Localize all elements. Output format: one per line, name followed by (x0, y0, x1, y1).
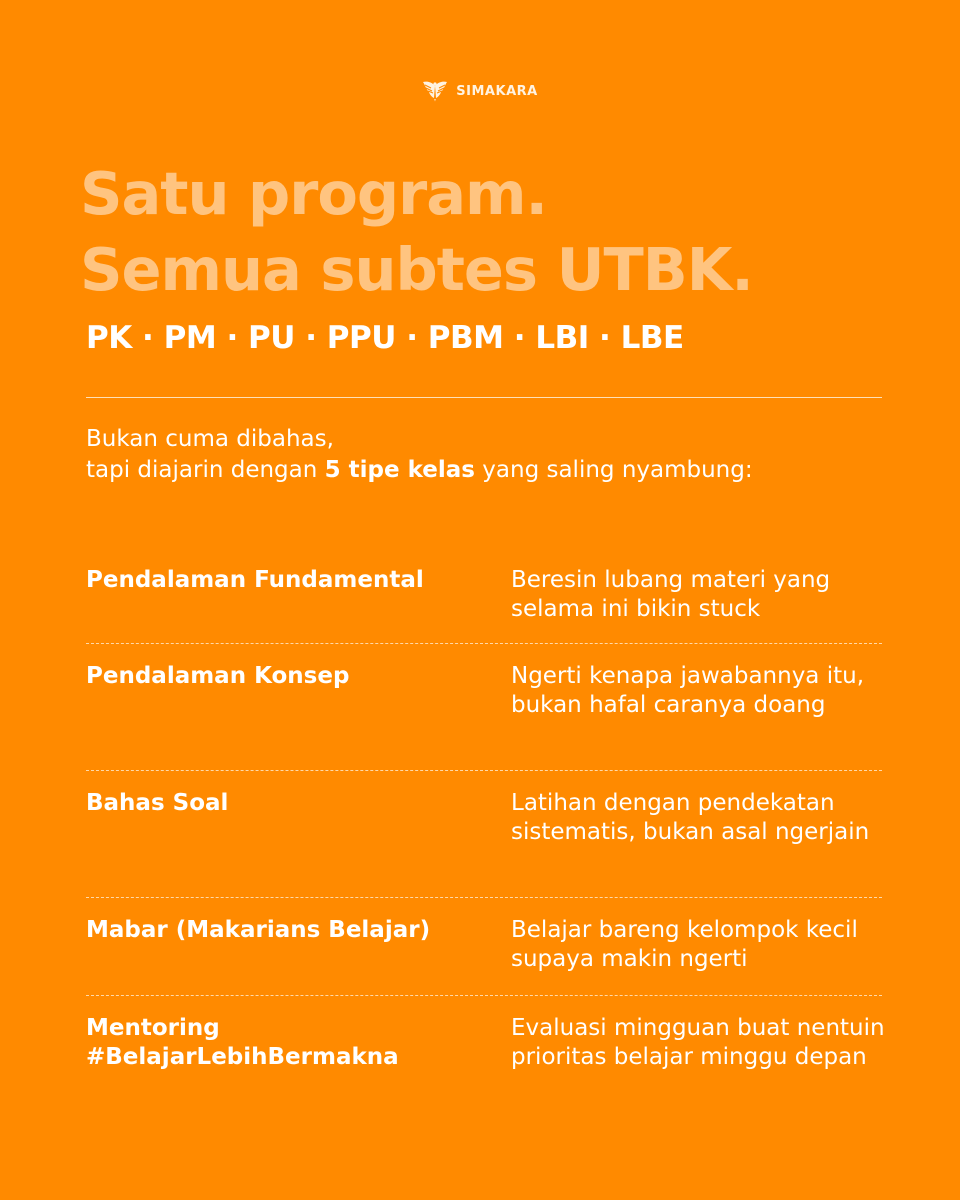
class-description: Beresin lubang materi yang selama ini bikin stuck (511, 567, 831, 622)
class-row (86, 644, 882, 771)
brand-logo (0, 80, 960, 102)
class-title: Pendalaman Konsep (86, 663, 350, 689)
headline (80, 156, 753, 308)
class-type-list (86, 548, 885, 1121)
class-title: Pendalaman Fundamental (86, 567, 424, 593)
headline-line-1: Satu program. (80, 159, 547, 228)
class-row (86, 771, 882, 898)
class-description: Evaluasi mingguan buat nentuin prioritas belajar minggu depan (511, 1015, 885, 1070)
wings-icon (422, 80, 448, 102)
intro-line-1: Bukan cuma dibahas, (86, 426, 334, 452)
divider (86, 397, 882, 398)
class-row (86, 996, 885, 1121)
brand-name: SIMAKARA (456, 83, 538, 99)
headline-line-2: Semua subtes UTBK. (80, 235, 753, 304)
intro-highlight: 5 tipe kelas (324, 457, 475, 483)
class-title: Mabar (Makarians Belajar) (86, 917, 431, 943)
class-title: Bahas Soal (86, 790, 229, 816)
intro-text (86, 424, 753, 486)
intro-line-2-start: tapi diajarin dengan (86, 457, 325, 483)
class-description: Ngerti kenapa jawabannya itu, bukan hafal caranya doang (511, 663, 865, 718)
subtest-list: PK · PM · PU · PPU · PBM · LBI · LBE (86, 320, 684, 356)
class-description: Latihan dengan pendekatan sistematis, bukan asal ngerjain (511, 790, 870, 845)
class-title: Mentoring #BelajarLebihBermakna (86, 1015, 399, 1070)
class-row (86, 548, 882, 644)
intro-line-2-end: yang saling nyambung: (474, 457, 753, 483)
class-description: Belajar bareng kelompok kecil supaya makin ngerti (511, 917, 858, 972)
intro-line-2 (86, 455, 753, 486)
class-row (86, 898, 882, 996)
